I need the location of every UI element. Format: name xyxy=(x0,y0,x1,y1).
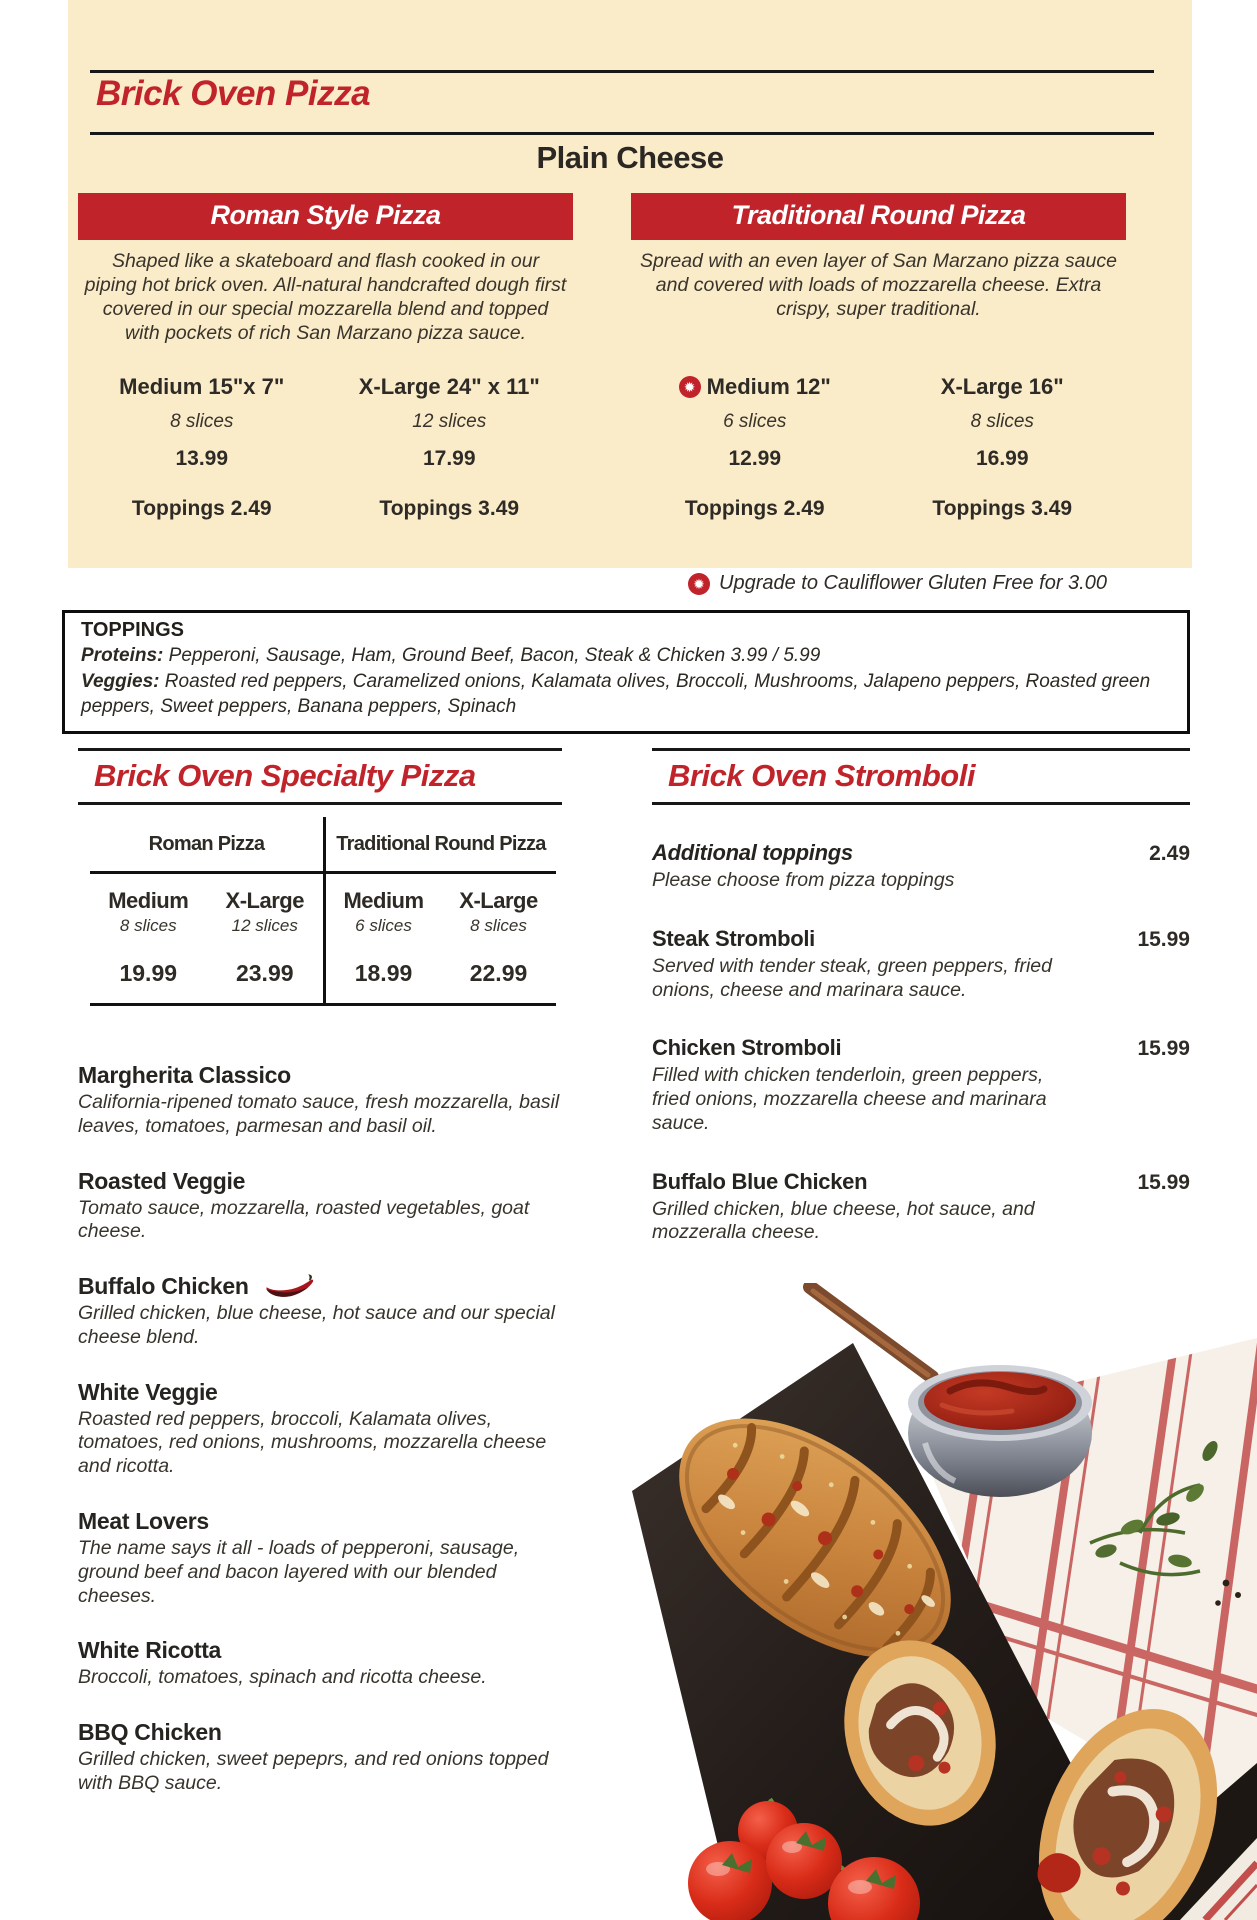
size-option xyxy=(631,374,879,521)
menu-item xyxy=(78,1062,578,1139)
marinara-sauce xyxy=(924,1372,1076,1430)
price: 17.99 xyxy=(422,447,476,470)
gluten-free-note xyxy=(688,572,1107,595)
page-title: Brick Oven Pizza xyxy=(96,74,371,113)
plain-cheese-heading: Plain Cheese xyxy=(536,140,724,175)
slice-count: 6 slices xyxy=(723,411,787,432)
menu-item xyxy=(78,1719,578,1796)
size-label: X-Large xyxy=(225,888,304,913)
item-name: Roasted Veggie xyxy=(78,1167,246,1194)
item-name: Additional toppings xyxy=(652,840,853,865)
size-cell xyxy=(207,888,324,987)
veggies-list: Roasted red peppers, Caramelized onions, Kalamata olives, Broccoli, Mushrooms, Jalapeno peppers, Roasted green peppers, Sweet peppers, Banana peppers, Spinach xyxy=(81,671,1151,717)
size-option xyxy=(326,374,574,521)
item-description: California-ripened tomato sauce, fresh mozzarella, basil leaves, tomatoes, parmesan and basil oil. xyxy=(78,1091,560,1137)
specialty-pizza-section xyxy=(78,748,562,1006)
slice-count: 8 slices xyxy=(170,411,234,432)
toppings-price: Toppings 3.49 xyxy=(379,497,520,520)
section-rule-bottom xyxy=(78,802,562,805)
size-label: Medium 12" xyxy=(706,374,831,399)
stromboli-photo xyxy=(620,1283,1257,1920)
slice-count: 8 slices xyxy=(119,916,177,935)
roman-style-column xyxy=(78,193,573,521)
price: 18.99 xyxy=(354,960,413,986)
price: 13.99 xyxy=(175,447,229,470)
proteins-label: Proteins: xyxy=(81,645,164,666)
item-name: Chicken Stromboli xyxy=(652,1035,842,1061)
item-description: Grilled chicken, sweet pepeprs, and red onions topped with BBQ sauce. xyxy=(78,1748,549,1794)
item-name: Buffalo Blue Chicken xyxy=(652,1168,868,1194)
section-rule-top xyxy=(652,748,1190,751)
size-cell xyxy=(326,888,441,987)
slice-count: 8 slices xyxy=(470,916,527,935)
toppings-box xyxy=(62,610,1190,734)
traditional-round-description: Spread with an even layer of San Marzano pizza sauce and covered with loads of mozzarella cheese. Extra crispy, super traditional. xyxy=(640,250,1117,320)
chili-pepper-icon xyxy=(263,1274,317,1300)
toppings-price: Toppings 2.49 xyxy=(131,497,272,520)
menu-item xyxy=(652,1169,1190,1246)
item-name: BBQ Chicken xyxy=(78,1719,222,1746)
veggies-label: Veggies: xyxy=(81,671,160,693)
stromboli-section xyxy=(652,748,1190,805)
roman-style-banner: Roman Style Pizza xyxy=(78,193,573,240)
item-name: Margherita Classico xyxy=(78,1062,291,1088)
size-cell xyxy=(441,888,556,987)
item-name: Steak Stromboli xyxy=(652,925,815,951)
item-name: Meat Lovers xyxy=(78,1508,209,1535)
specialty-items-list xyxy=(78,1062,578,1825)
gluten-free-starburst-icon: ✹ xyxy=(679,376,701,398)
title-rule-bottom xyxy=(90,132,1154,135)
menu-item xyxy=(78,1273,578,1350)
specialty-heading: Brick Oven Specialty Pizza xyxy=(94,758,476,793)
title-rule-top xyxy=(90,70,1154,73)
plain-cheese-columns xyxy=(78,193,1126,521)
item-description: Tomato sauce, mozzarella, roasted vegetables, goat cheese. xyxy=(78,1196,530,1243)
traditional-round-pizza-column xyxy=(323,817,556,1003)
menu-item xyxy=(652,1035,1190,1135)
slice-count: 12 slices xyxy=(412,411,487,432)
section-rule-bottom xyxy=(652,802,1190,805)
menu-item xyxy=(652,840,1190,893)
column-header: Roman Pizza xyxy=(90,817,323,874)
price: 15.99 xyxy=(1137,1037,1190,1061)
price: 12.99 xyxy=(728,447,782,470)
size-label: X-Large 16" xyxy=(940,374,1064,399)
item-description: Grilled chicken, blue cheese, hot sauce, and mozzeralla cheese. xyxy=(652,1197,1035,1244)
size-option xyxy=(879,374,1127,521)
menu-item xyxy=(78,1637,578,1690)
traditional-round-banner: Traditional Round Pizza xyxy=(631,193,1126,240)
slice-count: 6 slices xyxy=(355,916,412,935)
gluten-free-starburst-icon: ✹ xyxy=(688,573,710,595)
toppings-proteins xyxy=(81,644,1171,668)
size-cell xyxy=(90,888,207,987)
price: 2.49 xyxy=(1149,842,1190,865)
price: 23.99 xyxy=(235,960,294,986)
roman-style-description: Shaped like a skateboard and flash cooked in our piping hot brick oven. All-natural handcrafted dough first covered in our special mozzarella blend and topped with pockets of rich San Marzano pizza sauce. xyxy=(84,250,567,344)
price: 22.99 xyxy=(469,960,528,986)
size-label: Medium xyxy=(108,888,189,913)
toppings-price: Toppings 3.49 xyxy=(932,497,1073,520)
menu-item xyxy=(78,1379,578,1479)
price: 16.99 xyxy=(975,447,1029,470)
price: 19.99 xyxy=(119,960,178,986)
column-header: Traditional Round Pizza xyxy=(326,817,556,874)
item-description: Please choose from pizza toppings xyxy=(652,869,955,891)
item-description: Grilled chicken, blue cheese, hot sauce and our special cheese blend. xyxy=(78,1302,555,1348)
size-label: Medium xyxy=(343,888,424,913)
toppings-heading: TOPPINGS xyxy=(81,619,184,641)
roman-pizza-column xyxy=(90,817,323,1003)
size-label: X-Large xyxy=(459,888,538,913)
item-name: White Ricotta xyxy=(78,1637,222,1664)
size-label: X-Large 24" x 11" xyxy=(358,374,540,399)
item-description: Served with tender steak, green peppers, fried onions, cheese and marinara sauce. xyxy=(652,954,1052,1001)
item-description: Roasted red peppers, broccoli, Kalamata olives, tomatoes, red onions, mushrooms, mozzarella cheese and ricotta. xyxy=(78,1407,547,1478)
traditional-round-sizes xyxy=(631,374,1126,521)
item-name: Buffalo Chicken xyxy=(78,1273,249,1300)
price: 15.99 xyxy=(1137,1170,1190,1194)
item-description: The name says it all - loads of pepperoni, sausage, ground beef and bacon layered with our blended cheeses. xyxy=(78,1537,520,1607)
roman-style-sizes xyxy=(78,374,573,521)
gluten-free-note-text: Upgrade to Cauliflower Gluten Free for 3.00 xyxy=(719,572,1107,594)
size-option xyxy=(78,374,326,521)
menu-item xyxy=(78,1168,578,1245)
menu-item xyxy=(652,926,1190,1003)
item-description: Filled with chicken tenderloin, green peppers, fried onions, mozzarella cheese and marinara sauce. xyxy=(652,1064,1047,1134)
proteins-list: Pepperoni, Sausage, Ham, Ground Beef, Bacon, Steak & Chicken 3.99 / 5.99 xyxy=(168,645,821,666)
traditional-round-column xyxy=(631,193,1126,521)
slice-count: 8 slices xyxy=(970,411,1034,432)
stromboli-items-list xyxy=(652,840,1190,1278)
plain-cheese-panel xyxy=(68,0,1192,568)
toppings-price: Toppings 2.49 xyxy=(684,497,825,520)
slice-count: 12 slices xyxy=(231,916,298,935)
stromboli-heading: Brick Oven Stromboli xyxy=(668,758,975,793)
price: 15.99 xyxy=(1137,927,1190,951)
size-label: Medium 15"x 7" xyxy=(119,374,285,399)
section-rule-top xyxy=(78,748,562,751)
item-name: White Veggie xyxy=(78,1378,218,1405)
toppings-veggies xyxy=(81,670,1171,719)
item-description: Broccoli, tomatoes, spinach and ricotta cheese. xyxy=(78,1666,487,1689)
menu-item xyxy=(78,1508,578,1608)
specialty-price-table xyxy=(90,817,556,1006)
